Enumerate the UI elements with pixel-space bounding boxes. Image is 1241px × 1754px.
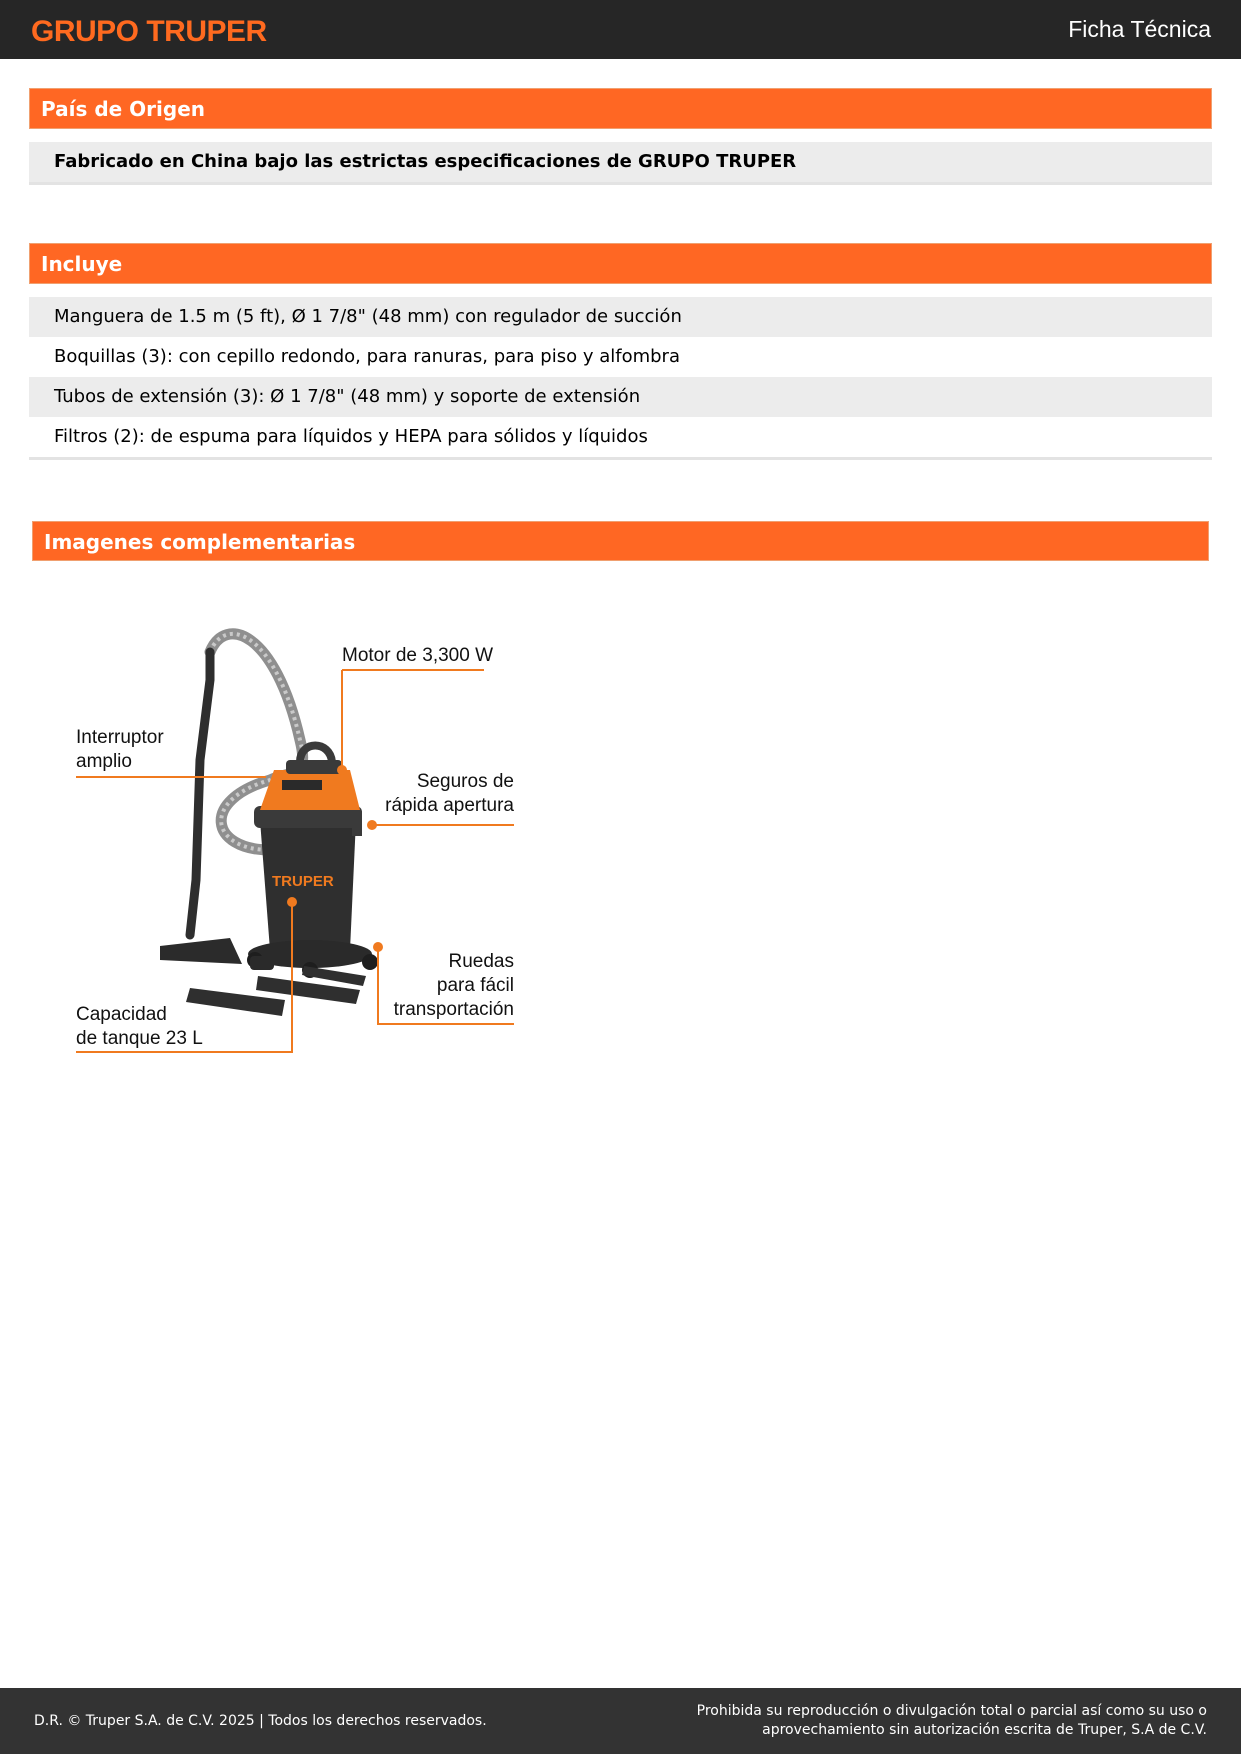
callout-tank-capacity: Capacidad de tanque 23 L — [76, 1004, 203, 1049]
section-title: Imagenes complementarias — [44, 530, 356, 554]
product-image — [60, 620, 530, 1060]
footer-notice-line: Prohibida su reproducción o divulgación total o parcial así como su uso o — [696, 1703, 1207, 1719]
callout-wheels: Ruedas para fácil transportación — [393, 951, 514, 1020]
list-item: Boquillas (3): con cepillo redondo, para ranuras, para piso y alfombra — [54, 346, 680, 367]
divider — [29, 182, 1212, 185]
callout-latches: Seguros de rápida apertura — [385, 771, 514, 816]
document-title: Ficha Técnica — [1068, 16, 1211, 42]
section-title: Incluye — [41, 252, 123, 276]
tank-logo-text: TRUPER — [272, 873, 334, 890]
list-item: Tubos de extensión (3): Ø 1 7/8" (48 mm) y soporte de extensión — [29, 377, 1212, 417]
section-title: País de Origen — [41, 97, 206, 121]
footer — [0, 1688, 1241, 1754]
divider — [29, 457, 1212, 460]
section-header-includes — [29, 243, 1212, 284]
section-header-origin — [29, 88, 1212, 129]
brand-logo: GRUPO TRUPER — [31, 15, 267, 48]
footer-notice-line: aprovechamiento sin autorización escrita de Truper, S.A de C.V. — [762, 1722, 1207, 1738]
section-header-images — [32, 521, 1209, 561]
callout-switch: Interruptor amplio — [76, 727, 164, 772]
origin-text: Fabricado en China bajo las estrictas especificaciones de GRUPO TRUPER — [29, 142, 1212, 182]
list-item: Filtros (2): de espuma para líquidos y HEPA para sólidos y líquidos — [54, 426, 648, 447]
callout-motor: Motor de 3,300 W — [342, 645, 494, 666]
list-item: Manguera de 1.5 m (5 ft), Ø 1 7/8" (48 mm) con regulador de succión — [29, 297, 1212, 337]
footer-copyright: D.R. © Truper S.A. de C.V. 2025 | Todos los derechos reservados. — [34, 1713, 487, 1729]
footer-notice — [647, 1702, 1207, 1740]
header-bar — [0, 0, 1241, 59]
